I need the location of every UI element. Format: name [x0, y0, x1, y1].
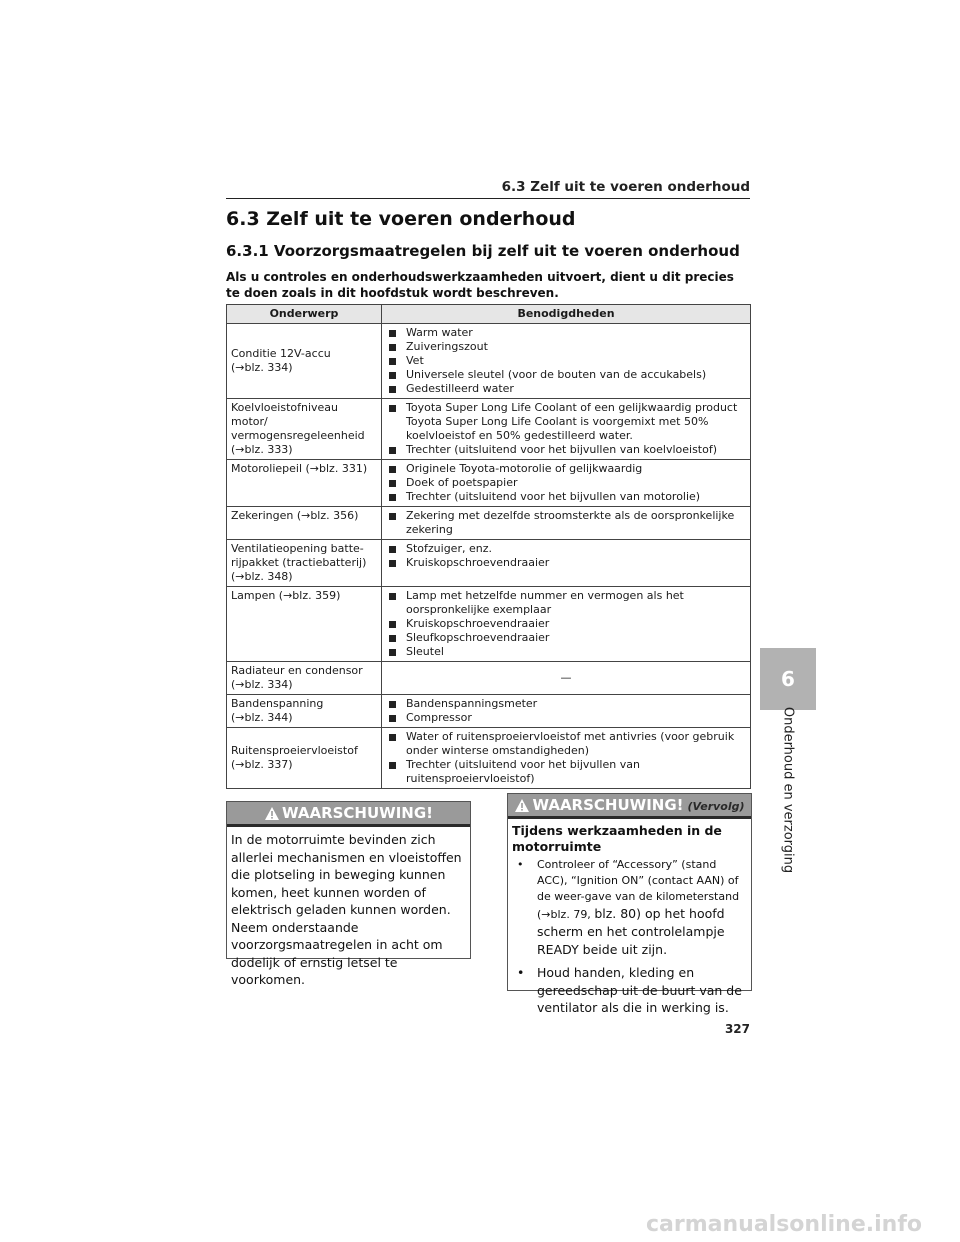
requirements-table: [226, 304, 751, 789]
supply-item: Trechter (uitsluitend voor het bijvullen van koelvloeistof): [386, 443, 746, 457]
warning-continued-title: WAARSCHUWING!: [532, 796, 684, 814]
supply-item: Warm water: [386, 326, 746, 340]
supply-item: Universele sleutel (voor de bouten van de accukabels): [386, 368, 746, 382]
warning-bullet-list: [512, 857, 747, 1017]
header-rule: [226, 198, 750, 199]
square-bullet-icon: [389, 372, 396, 379]
square-bullet-icon: [389, 330, 396, 337]
warning-continued-box: [507, 793, 752, 1015]
table-row: [227, 662, 751, 695]
supplies-cell: [382, 460, 751, 507]
table-row: [227, 587, 751, 662]
square-bullet-icon: [389, 513, 396, 520]
square-bullet-icon: [389, 466, 396, 473]
warning-continued-header: [508, 794, 751, 819]
supply-item: Gedestilleerd water: [386, 382, 746, 396]
supply-item: Doek of poetspapier: [386, 476, 746, 490]
subject-cell: Ruitensproeiervloeistof (→blz. 337): [227, 728, 382, 789]
table-row: [227, 460, 751, 507]
supply-item: Zekering met dezelfde stroomsterkte als de oorspronkelijke zekering: [386, 509, 746, 537]
square-bullet-icon: [389, 715, 396, 722]
square-bullet-icon: [389, 734, 396, 741]
supply-item: Stofzuiger, enz.: [386, 542, 746, 556]
square-bullet-icon: [389, 386, 396, 393]
subject-cell: Motoroliepeil (→blz. 331): [227, 460, 382, 507]
supply-item: Originele Toyota-motorolie of gelijkwaardig: [386, 462, 746, 476]
warning-subheading: Tijdens werkzaamheden in de motorruimte: [512, 823, 722, 854]
warning-bullet-text: Houd handen, kleding en gereedschap uit de buurt van de ventilator als die in werking is.: [537, 965, 742, 1015]
supplies-cell: [382, 540, 751, 587]
square-bullet-icon: [389, 560, 396, 567]
column-header-supplies: Benodigdheden: [382, 305, 751, 324]
supply-item: Trechter (uitsluitend voor het bijvullen van motorolie): [386, 490, 746, 504]
page-number: 327: [724, 1022, 750, 1036]
column-header-subject: Onderwerp: [227, 305, 382, 324]
chapter-side-label: Onderhoud en verzorging: [780, 706, 796, 874]
subsection-title: 6.3.1 Voorzorgsmaatregelen bij zelf uit te voeren onderhoud: [226, 242, 740, 260]
section-title: 6.3 Zelf uit te voeren onderhoud: [226, 208, 576, 230]
square-bullet-icon: [389, 405, 396, 412]
square-bullet-icon: [389, 701, 396, 708]
square-bullet-icon: [389, 447, 396, 454]
supply-item: Vet: [386, 354, 746, 368]
bullet-dot-icon: •: [517, 858, 524, 871]
subject-cell: Ventilatieopening batte- rijpakket (tractiebatterij) (→blz. 348): [227, 540, 382, 587]
warning-bullet-small-text: Controleer of “Accessory” (stand ACC), “Ignition ON” (contact AAN) of de weer-gave van de kilometerstand (→blz. 79,: [537, 858, 740, 921]
table-row: [227, 695, 751, 728]
supply-item: Compressor: [386, 711, 746, 725]
square-bullet-icon: [389, 762, 396, 769]
square-bullet-icon: [389, 358, 396, 365]
table-row: [227, 728, 751, 789]
supply-item: Zuiveringszout: [386, 340, 746, 354]
chapter-tab[interactable]: 6: [760, 648, 816, 710]
supplies-cell: [382, 399, 751, 460]
subject-cell: Zekeringen (→blz. 356): [227, 507, 382, 540]
warning-icon: [514, 797, 530, 819]
subject-cell: Radiateur en condensor (→blz. 334): [227, 662, 382, 695]
warning-bullet: [512, 857, 747, 959]
table-header-row: [227, 305, 751, 324]
supplies-cell: [382, 324, 751, 399]
supplies-cell: [382, 507, 751, 540]
watermark: carmanualsonline.info: [646, 1212, 922, 1237]
square-bullet-icon: [389, 546, 396, 553]
supply-item: Sleutel: [386, 645, 746, 659]
warning-bullet: [512, 964, 747, 1017]
square-bullet-icon: [389, 593, 396, 600]
square-bullet-icon: [389, 621, 396, 628]
square-bullet-icon: [389, 635, 396, 642]
warning-header: [227, 802, 470, 827]
supplies-cell: [382, 728, 751, 789]
subject-cell: Lampen (→blz. 359): [227, 587, 382, 662]
subject-cell: Koelvloeistofniveau motor/ vermogensregeleenheid (→blz. 333): [227, 399, 382, 460]
supplies-cell: [382, 587, 751, 662]
warning-text: In de motorruimte bevinden zich allerlei mechanismen en vloeistoffen die plotseling in beweging kunnen komen, heet kunnen worden of elektrisch geladen kunnen worden. Neem onderstaande voorzorgsmaatregelen in acht om dodelijk of ernstig letsel te voorkomen.: [231, 832, 462, 987]
supply-item: Bandenspanningsmeter: [386, 697, 746, 711]
warning-title: WAARSCHUWING!: [281, 804, 434, 822]
warning-icon: [264, 805, 280, 827]
supply-item: Kruiskopschroevendraaier: [386, 556, 746, 570]
table-row: [227, 324, 751, 399]
supply-item: Kruiskopschroevendraaier: [386, 617, 746, 631]
warning-bullet-large-text: blz. 80) op het hoofd scherm en het controlelampje READY beide uit zijn.: [537, 906, 725, 957]
supplies-cell: [382, 695, 751, 728]
table-row: [227, 507, 751, 540]
square-bullet-icon: [389, 480, 396, 487]
supply-item: Lamp met hetzelfde nummer en vermogen als het oorspronkelijke exemplaar: [386, 589, 746, 617]
running-header: 6.3 Zelf uit te voeren onderhoud: [501, 179, 750, 195]
square-bullet-icon: [389, 344, 396, 351]
supply-item: Sleufkopschroevendraaier: [386, 631, 746, 645]
table-row: [227, 540, 751, 587]
supply-item: Water of ruitensproeiervloeistof met antivries (voor gebruik onder winterse omstandigheden): [386, 730, 746, 758]
square-bullet-icon: [389, 494, 396, 501]
bullet-dot-icon: •: [517, 965, 525, 980]
square-bullet-icon: [389, 649, 396, 656]
table-row: [227, 399, 751, 460]
supply-item: Trechter (uitsluitend voor het bijvullen van ruitensproeiervloeistof): [386, 758, 746, 786]
intro-text: Als u controles en onderhoudswerkzaamheden uitvoert, dient u dit precies te doen zoals in dit hoofdstuk wordt beschreven.: [226, 270, 734, 300]
warning-box: [226, 801, 471, 987]
subject-cell: Conditie 12V-accu (→blz. 334): [227, 324, 382, 399]
subject-cell: Bandenspanning (→blz. 344): [227, 695, 382, 728]
supplies-cell-empty: —: [382, 662, 751, 695]
supply-item: Toyota Super Long Life Coolant of een gelijkwaardig product Toyota Super Long Life Coolant is voorgemixt met 50% koelvloeistof en 50% gedestilleerd water.: [386, 401, 746, 443]
continued-label: (Vervolg): [687, 800, 745, 813]
